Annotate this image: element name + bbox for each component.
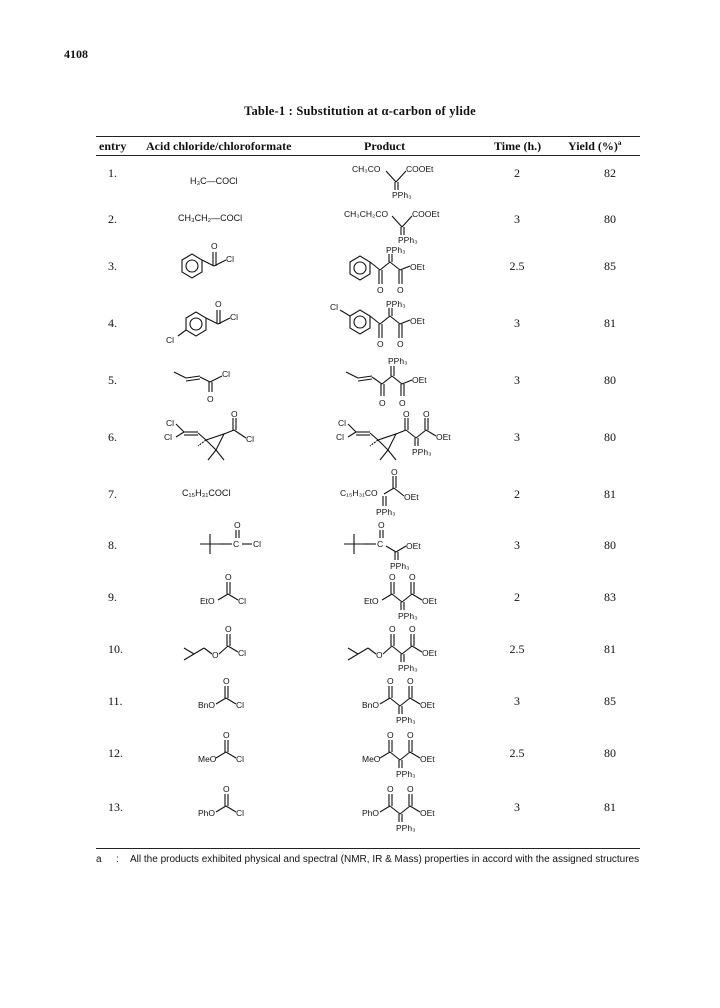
carbon-label: C [377,539,384,549]
oxygen-label: O [378,520,385,530]
product-structure [336,244,466,304]
reagent-structure [168,360,258,404]
chlorine-label: Cl [226,254,235,264]
entry-number: 10. [108,642,123,656]
oxygen-label: O [377,339,384,349]
oxygen-label: O [389,572,396,582]
reagent-structure [196,782,266,826]
product-structure [360,728,460,784]
oxygen-label: O [389,624,396,634]
product-label: PPh₃ [396,823,416,833]
ethoxy-label: EtO [200,596,215,606]
product-label: OEt [410,262,425,272]
oxygen-label: O [407,730,414,740]
oxygen-label: O [409,572,416,582]
oxygen-label: O [211,241,218,251]
oxygen-label: O [225,624,232,634]
product-label: OEt [406,541,421,551]
header-entry: entry [99,139,127,153]
product-label: OEt [422,648,437,658]
reaction-time: 3 [514,212,520,226]
ester-oxygen-label: O [376,650,383,660]
product-structure [340,160,460,200]
oxygen-label: O [387,784,394,794]
table-title: Table-1 : Substitution at α-carbon of ylide [244,104,476,118]
product-label: OEt [420,754,435,764]
reaction-time: 2.5 [509,642,525,656]
reaction-yield: 80 [604,746,616,760]
chlorine-label: Cl [236,754,245,764]
reagent-structure [198,570,268,614]
reaction-time: 3 [514,538,520,552]
footnote [96,854,639,865]
entry-number: 13. [108,800,123,814]
product-label: CH₃CH₂CO [344,209,389,219]
chlorine-label: Cl [236,700,245,710]
methoxy-label: MeO [362,754,381,764]
product-label: COOEt [412,209,440,219]
chlorine-label: Cl [253,539,262,549]
oxygen-label: O [225,572,232,582]
ester-oxygen-label: O [212,650,219,660]
reaction-time: 3 [514,373,520,387]
chlorine-label: Cl [246,434,255,444]
header-reagent: Acid chloride/chloroformate [146,139,292,153]
reaction-yield: 81 [604,642,616,656]
chlorine-label: Cl [336,432,345,442]
product-label: PPh₃ [398,235,418,245]
carbon-label: C [233,539,240,549]
product-structure [362,570,462,626]
product-label: PPh₃ [398,611,418,621]
product-label: OEt [422,596,437,606]
oxygen-label: O [223,730,230,740]
oxygen-label: O [231,410,238,419]
product-label: OEt [410,316,425,326]
reaction-yield: 80 [604,212,616,226]
product-structure [340,205,470,245]
entry-number: 8. [108,538,117,552]
table-rule-header [96,155,640,156]
chlorine-label: Cl [166,335,175,345]
product-structure [340,518,460,574]
product-label: PPh₃ [398,663,418,673]
entry-number: 7. [108,487,117,501]
product-label: PPh₃ [388,356,408,366]
product-structure [326,296,466,358]
footnote-colon: : [116,854,119,865]
oxygen-label: O [387,676,394,686]
reaction-yield: 80 [604,430,616,444]
chlorine-label: Cl [238,596,247,606]
reaction-time: 3 [514,800,520,814]
entry-number: 6. [108,430,117,444]
reaction-time: 2 [514,487,520,501]
chlorine-label: Cl [166,418,175,428]
reaction-time: 2 [514,590,520,604]
footnote-text: All the products exhibited physical and spectral (NMR, IR & Mass) properties in accord with the assigned structures [130,854,640,865]
product-label: OEt [404,492,419,502]
oxygen-label: O [399,398,406,408]
entry-number: 1. [108,166,117,180]
oxygen-label: O [223,784,230,794]
entry-number: 2. [108,212,117,226]
reaction-yield: 80 [604,538,616,552]
oxygen-label: O [207,394,214,404]
chlorine-label: Cl [338,418,347,428]
table-rule-bottom [96,848,640,849]
ethoxy-label: EtO [364,596,379,606]
oxygen-label: O [387,730,394,740]
reaction-time: 2.5 [509,746,525,760]
product-label: PPh₃ [396,715,416,725]
reagent-structure: C₁₅H₃₁COCl [182,488,231,498]
reagent-structure: H₃C—COCl [190,176,238,186]
reaction-yield: 81 [604,800,616,814]
product-label: COOEt [406,164,434,174]
oxygen-label: O [423,410,430,419]
chlorine-label: Cl [238,648,247,658]
product-label: PPh₃ [392,190,412,200]
oxygen-label: O [377,285,384,295]
oxygen-label: O [403,410,410,419]
oxygen-label: O [409,624,416,634]
reaction-time: 3 [514,316,520,330]
product-label: C₁₅H₃₁CO [340,488,378,498]
entry-number: 12. [108,746,123,760]
reaction-time: 3 [514,430,520,444]
entry-number: 5. [108,373,117,387]
chlorine-label: Cl [222,369,231,379]
header-time: Time (h.) [494,139,542,153]
reaction-yield: 85 [604,694,616,708]
product-label: CH₃CO [352,164,381,174]
header-product: Product [364,139,406,153]
reagent-structure [162,288,262,346]
product-label: PPh₃ [390,561,410,571]
reaction-yield: 85 [604,259,616,273]
product-label: OEt [436,432,451,442]
product-label: OEt [420,808,435,818]
reagent-structure: CH₃CH₂—COCl [178,213,243,223]
entry-number: 4. [108,316,117,330]
oxygen-label: O [397,285,404,295]
oxygen-label: O [391,468,398,477]
product-label: PPh₃ [412,447,432,457]
phenoxy-label: PhO [198,808,216,818]
reaction-yield: 82 [604,166,616,180]
table-rule-top [96,136,640,137]
reagent-structure [180,622,270,666]
reaction-yield: 80 [604,373,616,387]
reagent-structure [162,410,272,472]
entry-number: 11. [108,694,123,708]
product-label: OEt [412,375,427,385]
product-label: PPh₃ [376,507,396,517]
chlorine-label: Cl [230,312,239,322]
oxygen-label: O [234,520,241,530]
product-structure [360,782,460,838]
oxygen-label: O [223,676,230,686]
product-structure [340,352,470,412]
oxygen-label: O [397,339,404,349]
product-structure [344,622,464,678]
methoxy-label: MeO [198,754,217,764]
reagent-structure [196,518,276,564]
chlorine-label: Cl [330,302,339,312]
footnote-mark: a [96,854,102,865]
product-label: PPh₃ [396,769,416,779]
product-label: OEt [420,700,435,710]
entry-number: 3. [108,259,117,273]
chlorine-label: Cl [236,808,245,818]
product-label: PPh₃ [386,245,406,255]
product-structure [360,674,460,730]
reaction-time: 2.5 [509,259,525,273]
oxygen-label: O [407,784,414,794]
reagent-structure [168,232,258,282]
reaction-time: 2 [514,166,520,180]
reaction-yield: 81 [604,316,616,330]
reagent-structure [196,728,266,772]
product-structure [336,468,466,524]
oxygen-label: O [215,299,222,309]
product-structure [334,410,474,472]
phenoxy-label: PhO [362,808,380,818]
product-label: PPh₃ [386,299,406,309]
benzyloxy-label: BnO [362,700,380,710]
oxygen-label: O [379,398,386,408]
chlorine-label: Cl [164,432,173,442]
reaction-time: 3 [514,694,520,708]
reagent-structure [196,674,266,718]
reaction-yield: 83 [604,590,616,604]
oxygen-label: O [407,676,414,686]
benzyloxy-label: BnO [198,700,216,710]
header-yield: Yield (%)ª [568,139,622,153]
entry-number: 9. [108,590,117,604]
page-number: 4108 [64,47,88,61]
reaction-yield: 81 [604,487,616,501]
